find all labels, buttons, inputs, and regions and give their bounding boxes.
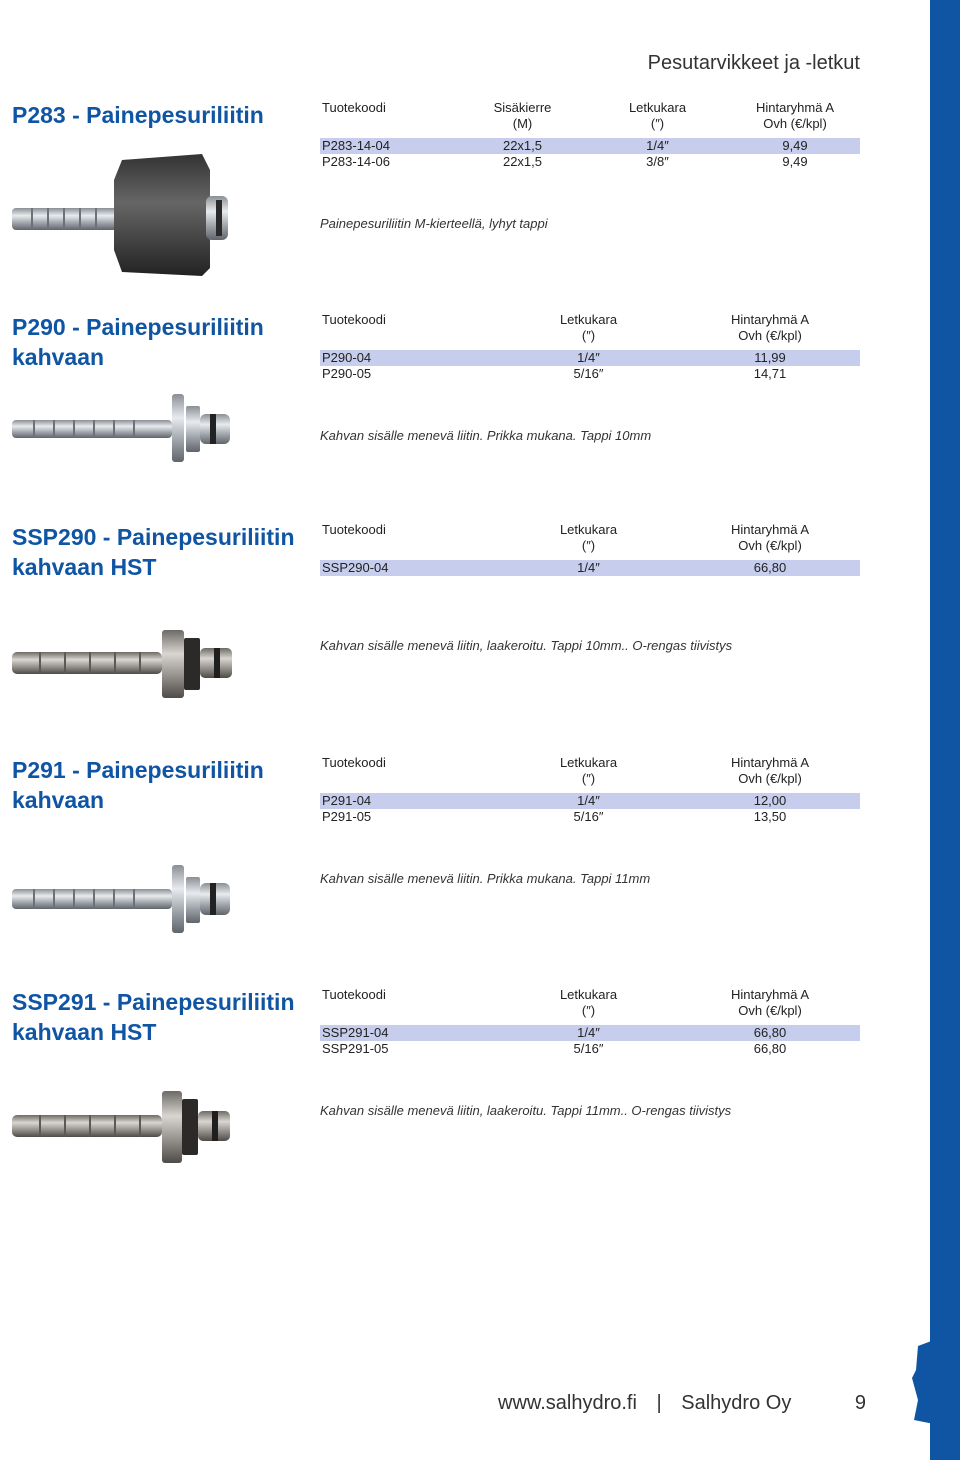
cell-thread: 22x1,5 [502,154,543,169]
cell-price: 66,80 [753,1025,787,1040]
column-header-hose: Letkukara (″) [628,100,687,131]
cell-hose: 1/4″ [577,793,600,808]
cell-code: P290-04 [322,350,372,365]
cell-price: 66,80 [753,1041,787,1056]
cell-code: P290-05 [322,366,372,381]
cell-hose: 1/4″ [646,138,669,153]
stainless-hose-fitting-icon [10,1087,240,1167]
column-header-code: Tuotekoodi [322,312,386,327]
table-row [320,154,860,170]
side-bar-notch-decoration [912,1340,934,1424]
column-header-hose: Letkukara (″) [559,522,618,553]
product-title-line2: kahvaan [12,787,105,813]
product-title-line1: P290 - Painepesuriliitin [12,314,264,340]
cell-price: 9,49 [782,138,808,153]
cell-hose: 1/4″ [577,1025,600,1040]
price-table [320,312,860,382]
column-header-code: Tuotekoodi [322,755,386,770]
hose-fitting-icon [10,863,240,935]
table-header [320,522,860,560]
cell-code: SSP291-04 [322,1025,389,1040]
product-note: Painepesuriliitin M-kierteellä, lyhyt tappi [320,216,548,231]
footer-website: www.salhydro.fi [498,1392,637,1414]
price-table [320,755,860,825]
product-title-line2: kahvaan HST [12,554,157,580]
cell-hose: 5/16″ [573,366,604,381]
product-title [12,522,312,582]
cell-code: P283-14-04 [322,138,390,153]
cell-thread: 22x1,5 [502,138,543,153]
side-color-bar [930,0,960,1460]
column-header-thread: Sisäkierre (M) [493,100,552,131]
cell-price: 11,99 [754,350,786,365]
table-row [320,350,860,366]
table-row [320,1041,860,1057]
table-header [320,312,860,350]
price-table [320,100,860,170]
column-header-price: Hintaryhmä A Ovh (€/kpl) [730,522,810,553]
table-row [320,138,860,154]
cell-hose: 1/4″ [577,350,600,365]
product-title-line1: P283 - Painepesuriliitin [12,102,264,128]
page-number: 9 [854,1392,867,1414]
table-row [320,809,860,825]
product-note: Kahvan sisälle menevä liitin, laakeroitu. Tappi 11mm.. O-rengas tiivistys [320,1103,732,1118]
column-header-price: Hintaryhmä A Ovh (€/kpl) [755,100,835,131]
column-header-code: Tuotekoodi [322,100,386,115]
footer-company: Salhydro Oy [681,1392,792,1414]
table-row [320,793,860,809]
product-title [12,312,312,372]
cell-hose: 5/16″ [573,1041,604,1056]
product-title [12,755,312,815]
hose-fitting-with-nut-icon [10,150,240,280]
cell-code: SSP291-05 [322,1041,389,1056]
column-header-code: Tuotekoodi [322,522,386,537]
product-title-line1: SSP291 - Painepesuriliitin [12,989,295,1015]
table-header [320,987,860,1025]
table-row [320,366,860,382]
product-title-line1: P291 - Painepesuriliitin [12,757,264,783]
product-title-line1: SSP290 - Painepesuriliitin [12,524,295,550]
cell-hose: 1/4″ [577,560,600,575]
cell-price: 9,49 [782,154,808,169]
column-header-hose: Letkukara (″) [559,312,618,343]
column-header-price: Hintaryhmä A Ovh (€/kpl) [730,312,810,343]
column-header-hose: Letkukara (″) [559,755,618,786]
cell-hose: 3/8″ [646,154,669,169]
column-header-price: Hintaryhmä A Ovh (€/kpl) [730,987,810,1018]
cell-code: P291-05 [322,809,372,824]
footer-separator: | [656,1392,662,1414]
product-note: Kahvan sisälle menevä liitin. Prikka mukana. Tappi 11mm [320,871,651,886]
price-table [320,522,860,576]
cell-hose: 5/16″ [573,809,604,824]
column-header-code: Tuotekoodi [322,987,386,1002]
cell-code: P283-14-06 [322,154,390,169]
table-header [320,100,860,138]
cell-price: 66,80 [753,560,787,575]
product-note: Kahvan sisälle menevä liitin. Prikka mukana. Tappi 10mm [320,428,652,443]
product-title-line2: kahvaan HST [12,1019,157,1045]
column-header-price: Hintaryhmä A Ovh (€/kpl) [730,755,810,786]
price-table [320,987,860,1057]
cell-price: 13,50 [753,809,787,824]
stainless-hose-fitting-icon [10,628,240,700]
product-title [12,987,312,1047]
table-header [320,755,860,793]
column-header-hose: Letkukara (″) [559,987,618,1018]
table-row [320,560,860,576]
product-note: Kahvan sisälle menevä liitin, laakeroitu. Tappi 10mm.. O-rengas tiivistys [320,638,733,653]
cell-price: 14,71 [753,366,787,381]
cell-price: 12,00 [753,793,787,808]
page-footer [498,1392,866,1415]
product-title-line2: kahvaan [12,344,105,370]
table-row [320,1025,860,1041]
cell-code: P291-04 [322,793,372,808]
page-header-title: Pesutarvikkeet ja -letkut [647,52,860,74]
hose-fitting-icon [10,392,240,464]
product-title [12,100,312,130]
cell-code: SSP290-04 [322,560,389,575]
